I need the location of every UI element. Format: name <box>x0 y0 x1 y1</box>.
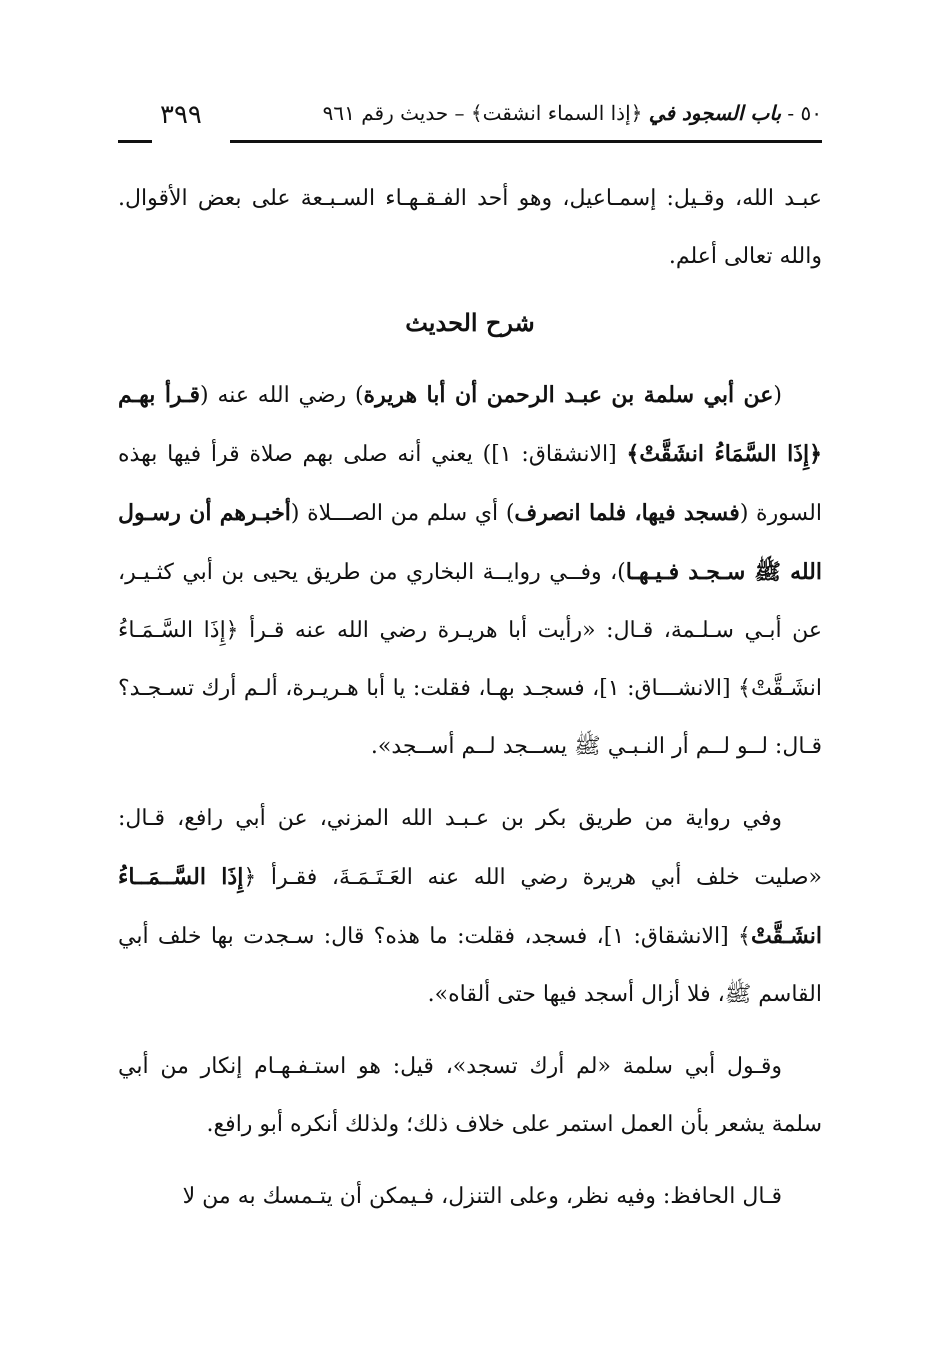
text-run: ﴾ [الانشقاق: ١]، فسجد، فقلت: ما هذه؟ قال: سـجدت بها خلف أبي القاسم ﷺ، فلا أزال أسجد فيها حتى ألقاه». <box>118 924 822 1007</box>
text-run: وفي رواية من طريق بكر بن عـبـد الله المزني، عن أبي رافع، قـال: «صليت خلف أبي هريرة رضي الله عنه العَـتَـمَـةَ، فقـرأ ﴿ <box>118 806 822 890</box>
hadith-quote: أخبـرهم أن رسـول الله ﷺ سـجـد فـيـهـا <box>118 500 822 585</box>
paragraph-intro: عبـد الله، وقـيل: إسمـاعيل، وهو أحد الفـقـهـاء السـبـعة على بعض الأقوال. والله تعالى أعلم. <box>118 186 822 269</box>
paragraph-commentary-2 <box>118 790 822 1024</box>
section-heading: شرح الحديث <box>405 308 535 337</box>
page-number: ٣٩٩ <box>160 100 202 130</box>
chapter-number: ٥٠ - <box>787 101 822 125</box>
paragraph-commentary-3: وقـول أبي سلمة «لم أرك تسجد»، قيل: هو استـفـهـام إنكار من أبي سلمة يشعر بأن العمل استمر على خلاف ذلك؛ ولذلك أنكره أبو رافع. <box>118 1054 822 1137</box>
hadith-reference: ﴿إذا السماء انشقت﴾ – حديث رقم ٩٦١ <box>322 101 643 125</box>
running-header <box>118 96 822 144</box>
hadith-quote: فسجد فيها، فلما انصرف <box>514 500 740 526</box>
quran-quote: إِذَا السَّــمَــاءُ انشَـقَّتْ <box>118 864 822 949</box>
paragraph-commentary-4: قـال الحافظ: وفيه نظر، وعلى التنزل، فـيمكن أن يتـمسك به من لا <box>182 1184 782 1209</box>
chapter-title <box>323 96 822 130</box>
hadith-quote: عن أبي سلمة بن عبـد الرحمن أن أبا هريرة <box>363 382 774 408</box>
text-run: )، وفــي روايــة البخاري من طريق يحيى بن أبي كثـيـر، عن أبـي سـلـمة، قـال: «رأيت أبا هريـرة رضي الله عنه قـرأ ﴿إِذَا السَّـمَـاءُ انشَـقَّتْ﴾ [الانشـــاق: ١]، فسجـد بهـا، فقلت: يا أبا هـريـرة، ألـم أرك تسـجـد؟ قـال: لــو لــم أر النـبـي ﷺ يســجد لــم أســجد». <box>118 560 822 759</box>
text-run: ) أي سلم من الصـــلاة ( <box>290 501 515 526</box>
header-rule <box>230 140 822 143</box>
text-run: ( <box>773 383 782 408</box>
hadith-quote: قـرأ بهـم ﴿إِذَا السَّمَاءُ انشَقَّتْ﴾ <box>118 382 823 467</box>
text-run: [الانشقاق: ١]) يعني أنه صلى بهم صلاة قرأ فيها بهذه السورة ( <box>118 442 822 526</box>
text-run: ) رضي الله عنه ( <box>200 383 364 408</box>
chapter-name: باب السجود في <box>648 101 782 125</box>
paragraph-commentary-1 <box>118 366 822 776</box>
page-body <box>118 170 822 1226</box>
header-rule-short <box>118 140 152 143</box>
